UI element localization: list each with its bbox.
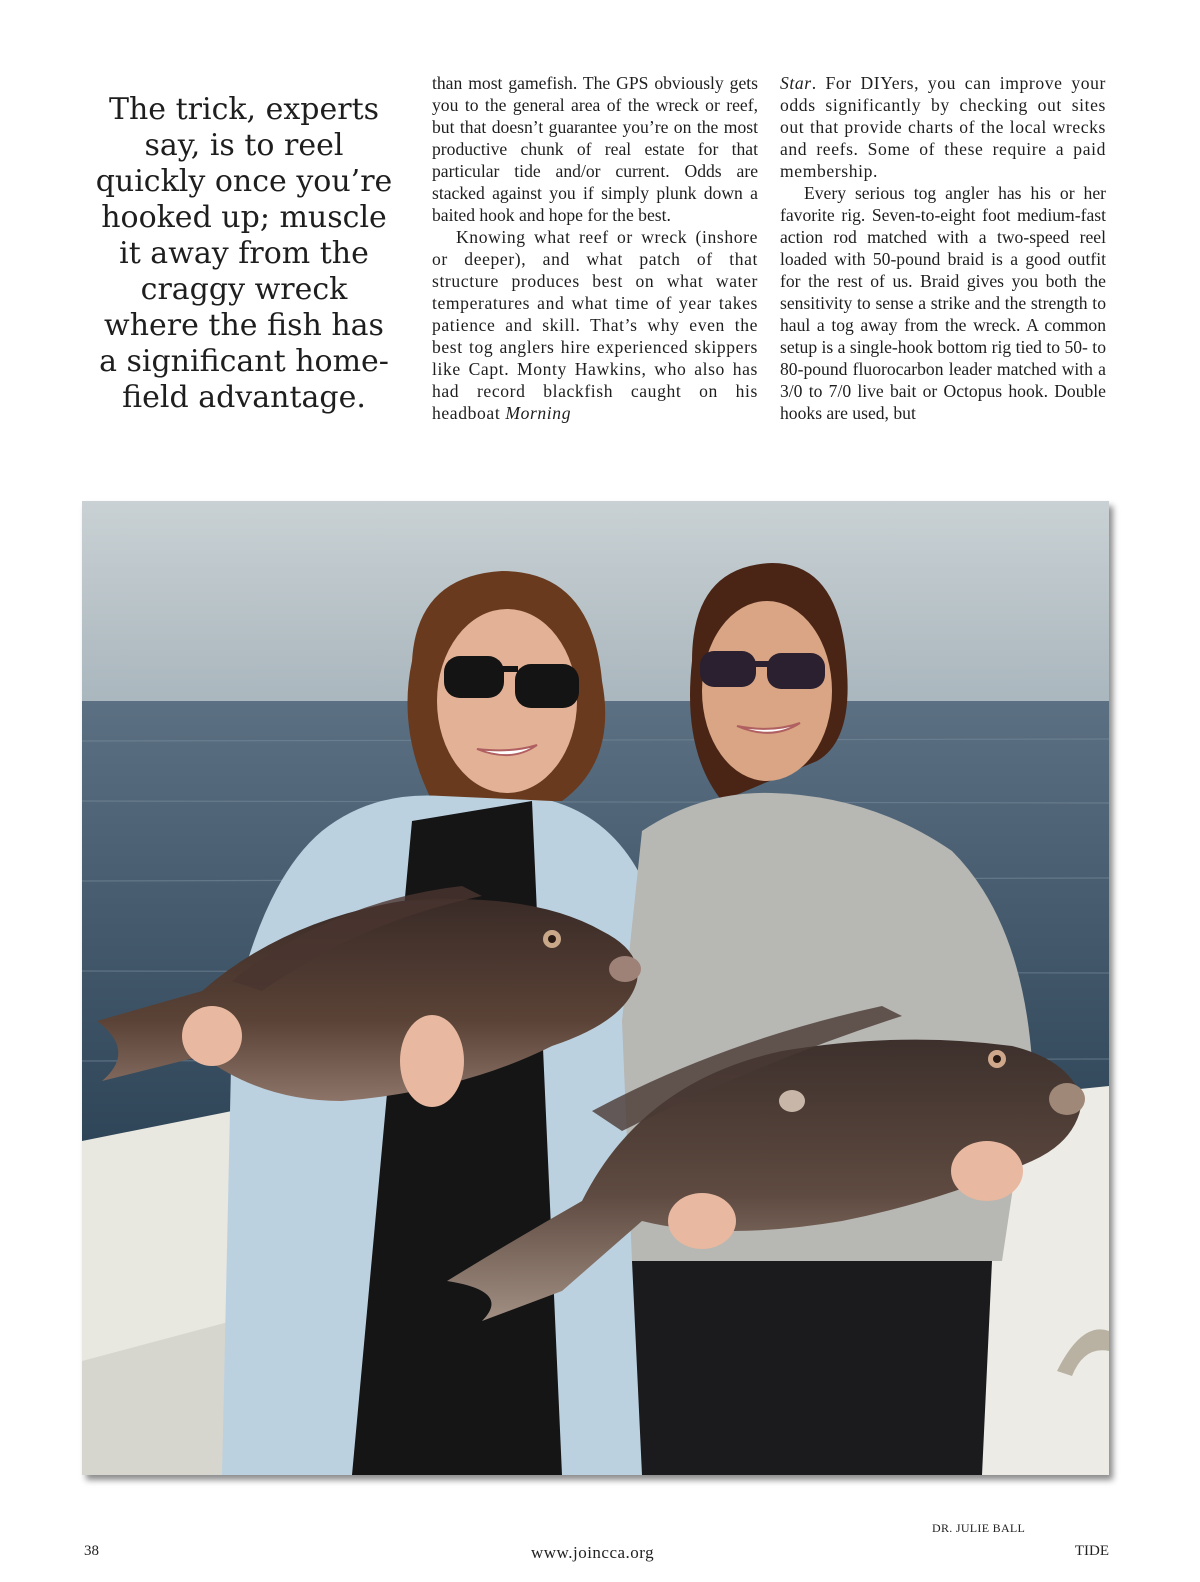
pull-quote: The trick, experts say, is to reel quickly once you’re hooked up; muscle it away from the craggy wreck where the fish has a significant home-field advantage. (95, 92, 393, 415)
page-number: 38 (84, 1543, 99, 1559)
woman-right-pants (632, 1261, 992, 1475)
paragraph (432, 226, 758, 424)
paragraph-text: Knowing what reef or wreck (inshore or deeper), and what patch of that structure produces best on what water temperatures and what time of year takes patience and skill. That’s why even the best tog anglers hire experienced skippers like Capt. Monty Hawkins, who also has had record blackfish caught on his headboat (432, 227, 758, 423)
magazine-name: TIDE (1074, 1543, 1109, 1559)
paragraph: than most gamefish. The GPS obviously gets you to the general area of the wreck or reef, but that doesn’t guarantee you’re on the most productive chunk of real estate for that particular tide and/or current. Odds are stacked against you if simply plunk down a baited hook and hope for the best. (432, 73, 758, 225)
paragraph (780, 72, 1106, 182)
boat-name-italic: Star (780, 73, 812, 93)
article-column-1 (432, 72, 758, 424)
woman-right-face (702, 601, 832, 781)
article-column-2 (780, 72, 1106, 424)
website-url: www.joincca.org (531, 1543, 655, 1562)
anglers-with-tautog-photo (82, 501, 1109, 1475)
photo-credit: DR. JULIE BALL (932, 1521, 1026, 1535)
paragraph-text: . For DIYers, you can improve your odds significantly by checking out sites out that provide charts of the local wrecks and reefs. Some of these require a paid membership. (780, 73, 1106, 181)
boat-name-italic: Morning (505, 403, 572, 423)
paragraph: Every serious tog angler has his or her favorite rig. Seven-to-eight foot medium-fast action rod matched with a two-speed reel loaded with 50-pound braid is a good outfit for the rest of us. Braid gives you both the sensitivity to sense a strike and the strength to haul a tog away from the wreck. A common setup is a single-hook bottom rig tied to 50- to 80-pound fluorocarbon leader matched with a 3/0 to 7/0 live bait or Octopus hook. Double hooks are used, but (780, 183, 1106, 423)
